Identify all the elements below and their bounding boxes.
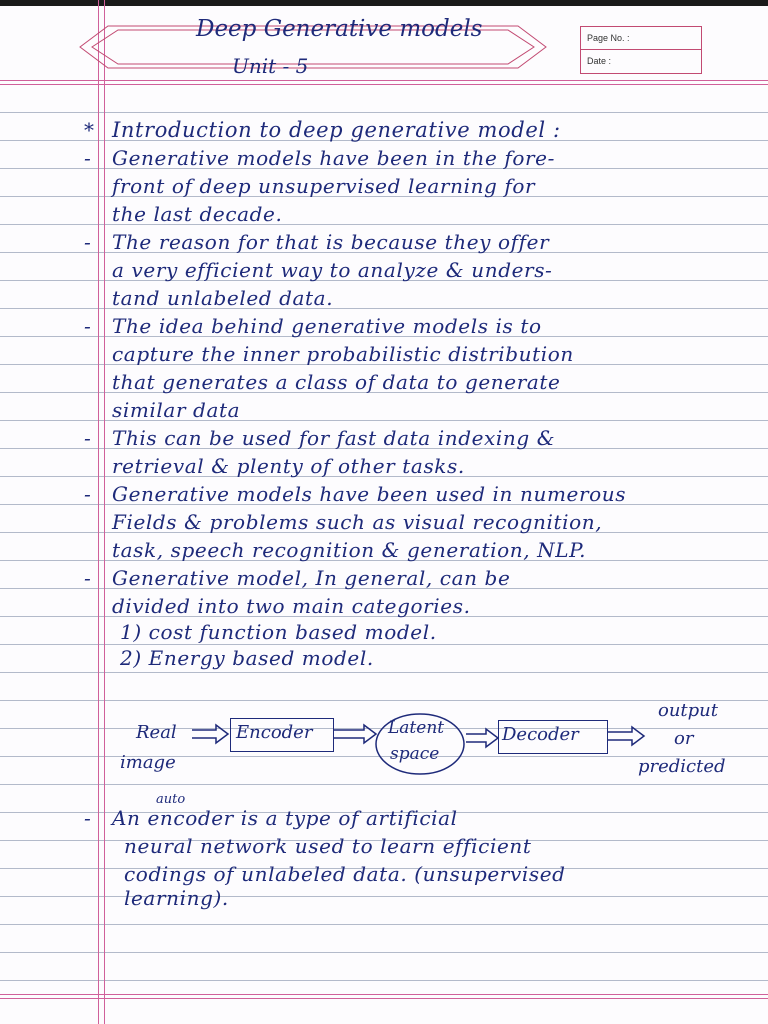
note-line: Generative model, In general, can be [112,566,511,590]
note-line: retrieval & plenty of other tasks. [112,454,465,478]
decoder-label: Decoder [502,724,579,745]
ruled-line [0,112,768,113]
input-label-image: image [120,752,176,773]
margin-line-left [98,0,99,1024]
ruled-line [0,672,768,673]
ruled-line [0,924,768,925]
dash-7: - [84,806,91,830]
output-label: output [658,700,719,721]
note-line: 1) cost function based model. [120,620,437,644]
footer-rule-2 [0,998,768,999]
arrow-right-icon [464,726,500,750]
note-line: the last decade. [112,202,283,226]
or-label: or [674,728,694,749]
space-label: space [390,744,440,764]
footer-rule [0,994,768,995]
note-line: tand unlabeled data. [112,286,334,310]
margin-line-left-2 [104,0,105,1024]
note-line: divided into two main categories. [112,594,471,618]
latent-label: Latent [388,718,445,738]
page-date-box [580,26,702,74]
note-line: Generative models have been used in numerous [112,482,627,506]
note-line: that generates a class of data to generate [112,370,561,394]
header-rule [0,80,768,81]
dash-6: - [84,566,91,590]
note-line: 2) Energy based model. [120,646,374,670]
note-line: This can be used for fast data indexing & [112,426,556,450]
dash-2: - [84,230,91,254]
heading-bullet: * [84,118,94,142]
date-label: Date : [587,56,612,66]
note-line: learning). [124,886,229,910]
ruled-line [0,980,768,981]
page-title: Deep Generative models [196,16,483,42]
input-label-real: Real [136,722,177,743]
section-heading: Introduction to deep generative model : [112,118,561,142]
encoder-label: Encoder [236,722,313,743]
note-line: Generative models have been in the fore- [112,146,555,170]
note-line: capture the inner probabilistic distribution [112,342,574,366]
arrow-right-icon [190,722,230,746]
note-line: task, speech recognition & generation, NLP. [112,538,587,562]
header-rule-2 [0,84,768,85]
note-line: codings of unlabeled data. (unsupervised [124,862,566,886]
note-line: Fields & problems such as visual recognition, [112,510,603,534]
ruled-line [0,952,768,953]
note-line: similar data [112,398,241,422]
inserted-word-auto: auto [156,792,186,807]
ruled-line [0,784,768,785]
note-line: a very efficient way to analyze & unders- [112,258,553,282]
note-line: The reason for that is because they offer [112,230,550,254]
dash-3: - [84,314,91,338]
ruled-line [0,896,768,897]
dash-5: - [84,482,91,506]
ruled-line [0,700,768,701]
note-line: The idea behind generative models is to [112,314,542,338]
page-no-label: Page No. : [581,27,701,50]
arrow-right-icon [332,722,378,746]
unit-label: Unit - 5 [232,54,309,78]
ruled-line [0,644,768,645]
predicted-label: predicted [638,756,726,777]
note-line: neural network used to learn efficient [124,834,532,858]
dash-1: - [84,146,91,170]
arrow-right-icon [606,724,646,748]
note-line: An encoder is a type of artificial [112,806,458,830]
note-line: front of deep unsupervised learning for [112,174,536,198]
dash-4: - [84,426,91,450]
